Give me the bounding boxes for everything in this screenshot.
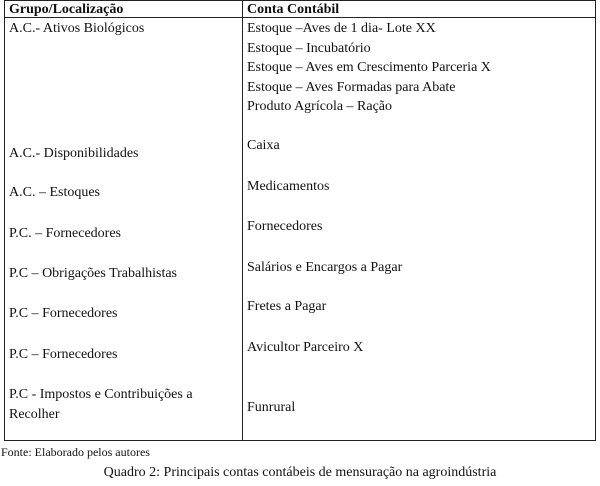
group-cell: P.C – Fornecedores <box>9 347 118 362</box>
group-cell: P.C. – Fornecedores <box>9 226 121 241</box>
column-divider <box>242 1 243 440</box>
account-cell: Estoque – Aves em Crescimento Parceria X <box>247 60 491 75</box>
account-cell: Produto Agrícola – Ração <box>247 99 393 114</box>
account-cell: Medicamentos <box>247 179 330 194</box>
account-cell: Fretes a Pagar <box>247 299 327 314</box>
account-cell: Estoque –Aves de 1 dia- Lote XX <box>247 21 436 36</box>
account-cell: Estoque – Incubatório <box>247 41 371 56</box>
account-cell: Fornecedores <box>247 219 323 234</box>
group-cell: P.C – Fornecedores <box>9 306 118 321</box>
account-cell: Estoque – Aves Formadas para Abate <box>247 80 456 95</box>
source-note: Fonte: Elaborado pelos autores <box>1 445 150 459</box>
group-cell: P.C - Impostos e Contribuições a Recolher <box>9 387 193 422</box>
group-cell: A.C.- Ativos Biológicos <box>9 21 145 36</box>
group-cell: A.C.- Disponibilidades <box>9 146 139 161</box>
header-group: Grupo/Localização <box>9 2 124 17</box>
account-cell: Funrural <box>247 400 296 415</box>
account-cell: Salários e Encargos a Pagar <box>247 260 403 275</box>
group-cell: P.C – Obrigações Trabalhistas <box>9 266 177 281</box>
account-cell: Caixa <box>247 138 280 153</box>
accounts-table <box>4 0 596 441</box>
account-cell: Avicultor Parceiro X <box>247 340 364 355</box>
table-caption: Quadro 2: Principais contas contábeis de mensuração na agroindústria <box>103 465 497 480</box>
header-rule <box>5 17 595 18</box>
header-account: Conta Contábil <box>247 2 340 17</box>
group-cell: A.C. – Estoques <box>9 185 100 200</box>
